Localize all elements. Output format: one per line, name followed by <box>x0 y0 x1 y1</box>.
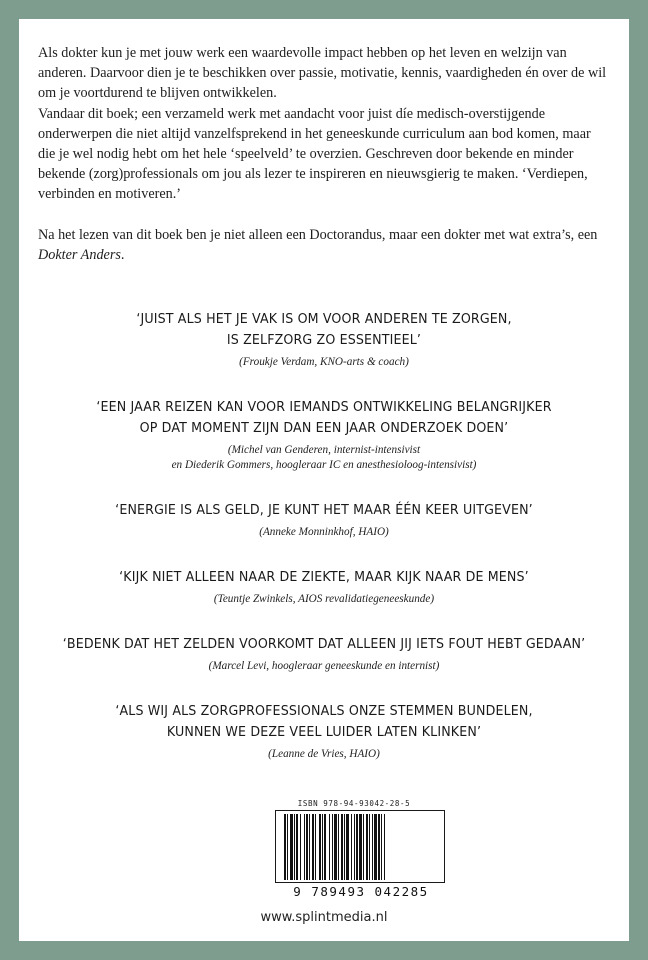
barcode-bar <box>374 814 377 880</box>
quote-text: ‘ALS WIJ ALS ZORGPROFESSIONALS ONZE STEMMEN BUNDELEN, <box>115 703 533 719</box>
barcode-bar <box>378 814 380 880</box>
barcode-bar <box>372 814 373 880</box>
quote-author: (Anneke Monninkhof, HAIO) <box>259 526 389 538</box>
intro-paragraph: Vandaar dit boek; een verzameld werk met aandacht voor juist díe medisch-overstijgende onderwerpen die niet altijd vanzelfsprekend in het geneeskunde curriculum aan bod komen, maar die je wel nodig hebt om het hele ‘speelveld’ te overzien. Geschreven door bekende en minder bekende (zorg)professionals om jou als lezer te inspireren en nieuwsgierig te maken. ‘Verdiepen, verbinden en motiveren.’ <box>38 105 591 203</box>
intro-paragraph <box>38 225 610 265</box>
quote-author: (Leanne de Vries, HAIO) <box>268 748 380 760</box>
barcode-bar <box>369 814 370 880</box>
barcode-bar <box>304 814 305 880</box>
barcode-bar <box>381 814 382 880</box>
quote-text: ‘JUIST ALS HET JE VAK IS OM VOOR ANDEREN TE ZORGEN, <box>136 311 512 327</box>
barcode-bar <box>384 814 385 880</box>
quote-author: (Marcel Levi, hoogleraar geneeskunde en internist) <box>208 660 440 672</box>
barcode-bar <box>363 814 364 880</box>
barcode-bar <box>312 814 314 880</box>
barcode-bar <box>329 814 330 880</box>
isbn-label: ISBN 978-94-93042-28-5 <box>297 799 411 808</box>
quote-text: ‘EEN JAAR REIZEN KAN VOOR IEMANDS ONTWIKKELING BELANGRIJKER <box>96 399 552 415</box>
quote-author: (Teuntje Zwinkels, AIOS revalidatiegeneeskunde) <box>213 593 435 605</box>
barcode-bar <box>344 814 345 880</box>
barcode-bar <box>284 814 286 880</box>
barcode-bar <box>354 814 355 880</box>
barcode-bar <box>359 814 362 880</box>
publisher-website: www.splintmedia.nl <box>260 910 388 925</box>
barcode-bar <box>315 814 316 880</box>
barcode-bar <box>366 814 368 880</box>
intro-paragraph: Als dokter kun je met jouw werk een waardevolle impact hebben op het leven en welzijn van anderen. Daarvoor dien je te beschikken over passie, motivatie, kennis, vaardigheden én over de wil om je voortdurend te blijven ontwikkelen. <box>38 45 607 102</box>
quote-block <box>19 567 629 607</box>
quote-author: (Froukje Verdam, KNO-arts & coach) <box>239 356 409 368</box>
barcode-bar <box>290 814 293 880</box>
back-cover <box>19 19 629 941</box>
barcode-bar <box>300 814 301 880</box>
quote-text: ‘BEDENK DAT HET ZELDEN VOORKOMT DAT ALLEEN JIJ IETS FOUT HEBT GEDAAN’ <box>62 636 586 652</box>
quote-author: (Michel van Genderen, internist-intensivist <box>227 444 421 456</box>
quotes-list <box>19 309 629 789</box>
barcode-bar <box>356 814 358 880</box>
intro-text-span: . <box>120 246 125 263</box>
intro-text <box>38 43 610 265</box>
barcode-bar <box>341 814 343 880</box>
barcode-bar <box>296 814 298 880</box>
barcode-image <box>275 810 445 883</box>
quote-block <box>19 309 629 370</box>
book-title-emphasis: Dokter Anders <box>38 246 121 263</box>
barcode-bar <box>309 814 310 880</box>
barcode-bar <box>324 814 326 880</box>
barcode-bar <box>287 814 288 880</box>
quote-block <box>19 634 629 674</box>
quote-text: KUNNEN WE DEZE VEEL LUIDER LATEN KLINKEN’ <box>166 724 482 740</box>
intro-text-span: Na het lezen van dit boek ben je niet alleen een Doctorandus, maar een dokter met wat extra’s, een <box>38 226 598 243</box>
barcode-bar <box>294 814 295 880</box>
barcode-bar <box>319 814 321 880</box>
quote-text: ‘ENERGIE IS ALS GELD, JE KUNT HET MAAR ÉÉN KEER UITGEVEN’ <box>115 502 533 518</box>
barcode-bar <box>332 814 333 880</box>
quote-text: ‘KIJK NIET ALLEEN NAAR DE ZIEKTE, MAAR KIJK NAAR DE MENS’ <box>119 569 529 585</box>
quote-text: OP DAT MOMENT ZIJN DAN EEN JAAR ONDERZOEK DOEN’ <box>139 420 509 436</box>
barcode-bar <box>351 814 352 880</box>
quote-block <box>19 500 629 540</box>
barcode-digits: 9 789493 042285 <box>293 884 429 899</box>
barcode-bar <box>346 814 349 880</box>
isbn-barcode-block <box>275 799 447 899</box>
quote-block <box>19 397 629 473</box>
barcode-bar <box>306 814 308 880</box>
barcode-bar <box>322 814 323 880</box>
quote-block <box>19 701 629 762</box>
barcode-bar <box>338 814 339 880</box>
quote-text: IS ZELFZORG ZO ESSENTIEEL’ <box>226 332 422 348</box>
quote-author: en Diederik Gommers, hoogleraar IC en anesthesioloog-intensivist) <box>171 459 477 471</box>
barcode-bar <box>334 814 337 880</box>
